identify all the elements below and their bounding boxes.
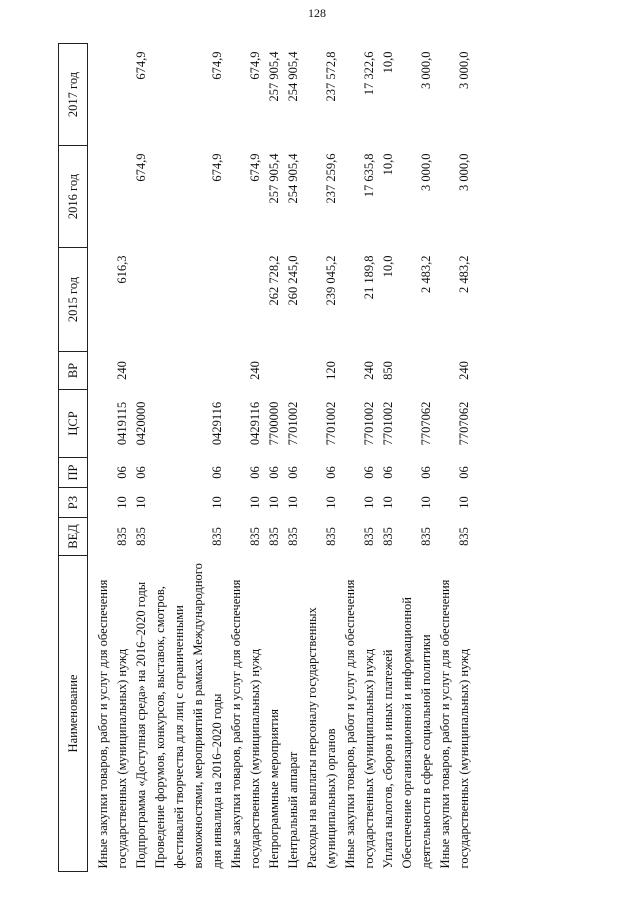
row-pr: 06 [286,466,300,479]
row-name: Непрограммные мероприятия [267,708,281,869]
row-vr: 120 [324,361,338,380]
row-ved: 835 [115,527,129,546]
row-ved: 835 [324,527,338,546]
row-2017: 3 000,0 [419,51,433,89]
row-pr: 06 [419,466,433,479]
row-csr: 0429116 [210,401,224,446]
row-2017: 237 572,8 [324,51,338,102]
row-2015 [151,248,227,352]
row-csr: 7701002 [362,401,376,446]
row-rz: 10 [362,496,376,509]
row-pr: 06 [362,466,376,479]
row-csr: 0419115 [115,401,129,446]
header-ved: ВЕД [59,518,88,556]
row-ved: 835 [248,527,262,546]
row-2016: 674,9 [134,153,148,182]
row-vr [151,352,227,390]
row-2016: 254 905,4 [286,153,300,204]
table-row [436,44,474,872]
row-rz: 10 [248,496,262,509]
row-2016: 17 635,8 [362,153,376,198]
row-2015: 616,3 [115,255,129,284]
header-name: Наименование [59,556,88,872]
row-vr: 850 [381,361,395,380]
table-row [132,44,151,872]
rotated-page-content [58,44,578,872]
row-2017: 257 905,4 [267,51,281,102]
row-vr: 240 [457,361,471,380]
row-rz: 10 [457,496,471,509]
row-2015: 262 728,2 [267,255,281,306]
table-row [303,44,341,872]
row-csr: 7707062 [457,401,471,446]
row-2017 [94,44,132,146]
row-name: Уплата налогов, сборов и иных платежей [381,649,395,869]
header-csr: ЦСР [59,390,88,458]
row-vr: 240 [248,361,262,380]
row-2016: 674,9 [210,153,224,182]
row-name: Центральный аппарат [286,751,300,869]
row-2015: 2 483,2 [457,255,471,293]
row-2016: 10,0 [381,153,395,176]
row-vr [284,352,303,390]
header-2016: 2016 год [59,146,88,248]
row-2016 [94,146,132,248]
row-pr: 06 [267,466,281,479]
row-rz: 10 [324,496,338,509]
row-2015 [132,248,151,352]
row-pr: 06 [248,466,262,479]
row-name: Иные закупки товаров, работ и услуг для обеспечения государственных (муниципальных) нужд [343,579,376,869]
table-row [284,44,303,872]
row-name: Подпрограмма «Доступная среда» на 2016–2020 годы [134,581,148,869]
row-name: Обеспечение организационной и информационной деятельности в сфере социальной политики [400,597,433,869]
row-ved: 835 [381,527,395,546]
table-row [265,44,284,872]
row-vr: 240 [115,361,129,380]
row-vr [398,352,436,390]
row-ved: 835 [419,527,433,546]
header-vr: ВР [59,352,88,390]
row-name: Иные закупки товаров, работ и услуг для обеспечения государственных (муниципальных) нужд [229,579,262,869]
row-2016: 3 000,0 [457,153,471,191]
row-rz: 10 [419,496,433,509]
row-2016: 674,9 [248,153,262,182]
row-vr [265,352,284,390]
row-2015: 260 245,0 [286,255,300,306]
row-ved: 835 [362,527,376,546]
row-rz: 10 [115,496,129,509]
table-row [94,44,132,872]
row-pr: 06 [457,466,471,479]
row-csr: 0420000 [134,401,148,446]
header-pr: ПР [59,458,88,488]
table-row [398,44,436,872]
row-csr: 7707062 [419,401,433,446]
table-header-row [59,44,88,872]
row-rz: 10 [286,496,300,509]
row-2017: 674,9 [210,51,224,80]
table-row [379,44,398,872]
row-pr: 06 [324,466,338,479]
row-pr: 06 [210,466,224,479]
row-vr: 240 [362,361,376,380]
row-2016: 257 905,4 [267,153,281,204]
row-2016: 237 259,6 [324,153,338,204]
row-2017: 254 905,4 [286,51,300,102]
row-2015 [227,248,265,352]
header-2017: 2017 год [59,44,88,146]
row-csr: 7701002 [324,401,338,446]
row-name: Иные закупки товаров, работ и услуг для обеспечения государственных (муниципальных) нужд [96,579,129,869]
row-name: Проведение форумов, конкурсов, выставок, смотров, фестивалей творчества для лиц с ограниченными возможностями, мероприятий в рамках Международного дня инвалида на 2016–2020 годы [153,563,224,869]
row-vr [132,352,151,390]
table-row [341,44,379,872]
table-row [227,44,265,872]
row-csr: 7701002 [381,401,395,446]
page-number: 128 [308,6,326,20]
row-ved: 835 [457,527,471,546]
row-ved: 835 [286,527,300,546]
row-2017: 17 322,6 [362,51,376,96]
row-2017: 674,9 [248,51,262,80]
row-2015: 2 483,2 [419,255,433,293]
row-rz: 10 [134,496,148,509]
row-csr: 0429116 [248,401,262,446]
row-rz: 10 [267,496,281,509]
row-2017: 10,0 [381,51,395,74]
row-ved: 835 [210,527,224,546]
row-2017: 3 000,0 [457,51,471,89]
row-ved: 835 [134,527,148,546]
row-pr: 06 [134,466,148,479]
row-rz: 10 [381,496,395,509]
row-pr: 06 [381,466,395,479]
table-row [151,44,227,872]
row-name: Расходы на выплаты персоналу государственных (муниципальных) органов [305,607,338,869]
row-2015: 239 045,2 [324,255,338,306]
budget-table [58,43,474,872]
row-2017: 674,9 [134,51,148,80]
row-csr: 7700000 [267,401,281,446]
header-2015: 2015 год [59,248,88,352]
header-rz: РЗ [59,488,88,518]
row-2016: 3 000,0 [419,153,433,191]
row-csr: 7701002 [286,401,300,446]
row-pr: 06 [115,466,129,479]
row-2015: 10,0 [381,255,395,278]
row-ved: 835 [267,527,281,546]
row-name: Иные закупки товаров, работ и услуг для обеспечения государственных (муниципальных) нужд [438,579,471,869]
row-2015: 21 189,8 [362,255,376,300]
row-rz: 10 [210,496,224,509]
